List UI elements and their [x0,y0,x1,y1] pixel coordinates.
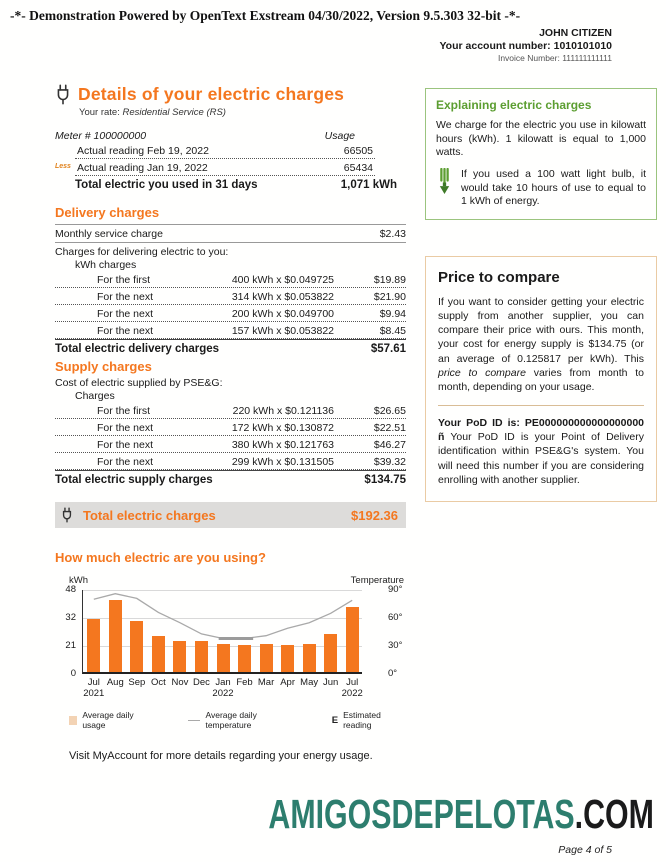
total-charges-amount: $192.36 [351,507,398,523]
reading-value: 65434 [343,162,373,174]
logo-text: AMIGOSDEPELOTAS [268,791,575,837]
chart-title: How much electric are you using? [55,550,266,565]
legend-item: E Estimated reading [331,710,381,730]
reading-label: Actual reading Feb 19, 2022 [77,145,209,157]
table-row: For the next 299 kWh x $0.131505 $39.32 [55,453,406,470]
usage-chart [55,575,406,730]
usage-total-value: 1,071 kWh [340,179,397,191]
total-charges-label: Total electric charges [83,507,216,523]
legend-item: Average daily temperature [188,710,298,730]
explain-box-title: Explaining electric charges [436,98,592,112]
plug-icon [55,84,71,105]
explain-box-text: We charge for the electric you use in kilowatt hours (kWh). 1 kilowatt is equal to 1,000 watts. [436,119,646,159]
monthly-service-row [55,224,406,243]
side-column [425,88,657,502]
chart-legend [69,710,406,730]
supply-heading: Supply charges [55,359,152,374]
demo-banner: -*- Demonstration Powered by OpenText Exstream 04/30/2022, Version 9.5.303 32-bit -*- [10,8,521,23]
table-row: For the next 314 kWh x $0.053822 $21.90 [55,288,406,305]
table-row [75,142,375,159]
delivery-rows [55,271,406,339]
supply-rows [55,402,406,470]
table-row: For the next 157 kWh x $0.053822 $8.45 [55,322,406,339]
delivery-subheading: Charges for delivering electric to you: [55,246,229,258]
temperature-line [83,590,363,674]
right-axis-title: Temperature [350,575,404,586]
customer-name: JOHN CITIZEN [539,27,612,39]
charges-label: Charges [75,390,115,402]
section-title: Details of your electric charges [78,84,345,104]
supply-total-row: Total electric supply charges $134.75 [55,470,406,488]
account-block [439,27,612,64]
reading-value: 66505 [343,145,373,157]
delivery-total-row: Total electric delivery charges $57.61 [55,339,406,357]
price-box-text: If you want to consider getting your electric supply from another supplier, you can compare their price with ours. This month, your cost for energy supply is $134.75 (or an average of 0.125817 per kWh). This price to compare varies from month to month, depending on your usage. [438,295,645,393]
left-axis-ticks: 0 21 32 48 [65,584,76,679]
right-axis-ticks: 0° 30° 60° 90° [388,584,403,679]
price-to-compare-box [425,256,657,502]
light-bulb-icon [436,168,453,209]
kwh-charges-label: kWh charges [75,259,137,271]
left-axis-title: kWh [69,575,88,586]
monthly-service-amount: $2.43 [379,228,406,240]
price-box-title: Price to compare [438,268,560,286]
plug-icon [61,507,73,523]
watermark-logo [269,791,654,838]
readings-table [55,142,375,176]
myaccount-note: Visit MyAccount for more details regarding your energy usage. [69,750,373,762]
account-number: Your account number: 1010101010 [439,40,612,53]
pod-id-text: Your PoD ID is: PE000000000000000000 ñ Your PoD ID is your Point of Delivery identification within PSE&G's system. You will need this number if you are considering enrolling with another supplier. [438,417,644,486]
logo-suffix: .COM [574,791,654,837]
bulb-tip-text: If you used a 100 watt light bulb, it would take 10 hours of use to equal to 1 kWh of energy. [461,167,646,208]
rate-value: Residential Service (RS) [122,107,226,118]
chart-plot [82,590,362,674]
table-row: For the first 220 kWh x $0.121136 $26.65 [55,402,406,419]
table-row: For the next 172 kWh x $0.130872 $22.51 [55,419,406,436]
divider [438,405,644,406]
monthly-service-label: Monthly service charge [55,228,163,240]
explaining-charges-box [425,88,657,220]
table-row [55,159,375,176]
table-row: For the first 400 kWh x $0.049725 $19.89 [55,271,406,288]
rate-line [79,107,406,118]
page-number: Page 4 of 5 [558,844,612,856]
table-row: For the next 380 kWh x $0.121763 $46.27 [55,436,406,453]
main-column [55,84,406,762]
x-axis-labels: Jul 2021 Aug Sep Oct Nov Dec Jan 2022 Feb Mar Apr May Jun Jul 2022 [83,677,363,699]
meter-header [55,130,355,142]
supply-subheading: Cost of electric supplied by PSE&G: [55,377,223,389]
rate-label: Your rate: [79,107,120,118]
meter-number: Meter # 100000000 [55,130,147,142]
legend-item: Average daily usage [69,710,154,730]
less-prefix: Less [55,163,71,170]
delivery-heading: Delivery charges [55,205,160,220]
usage-total-label: Total electric you used in 31 days [75,179,258,191]
usage-column-label: Usage [324,130,355,142]
total-electric-charges-bar [55,502,406,528]
invoice-number: Invoice Number: 111111111111 [497,53,612,64]
usage-total-row [75,176,397,191]
table-row: For the next 200 kWh x $0.049700 $9.94 [55,305,406,322]
reading-label: Actual reading Jan 19, 2022 [77,162,208,174]
